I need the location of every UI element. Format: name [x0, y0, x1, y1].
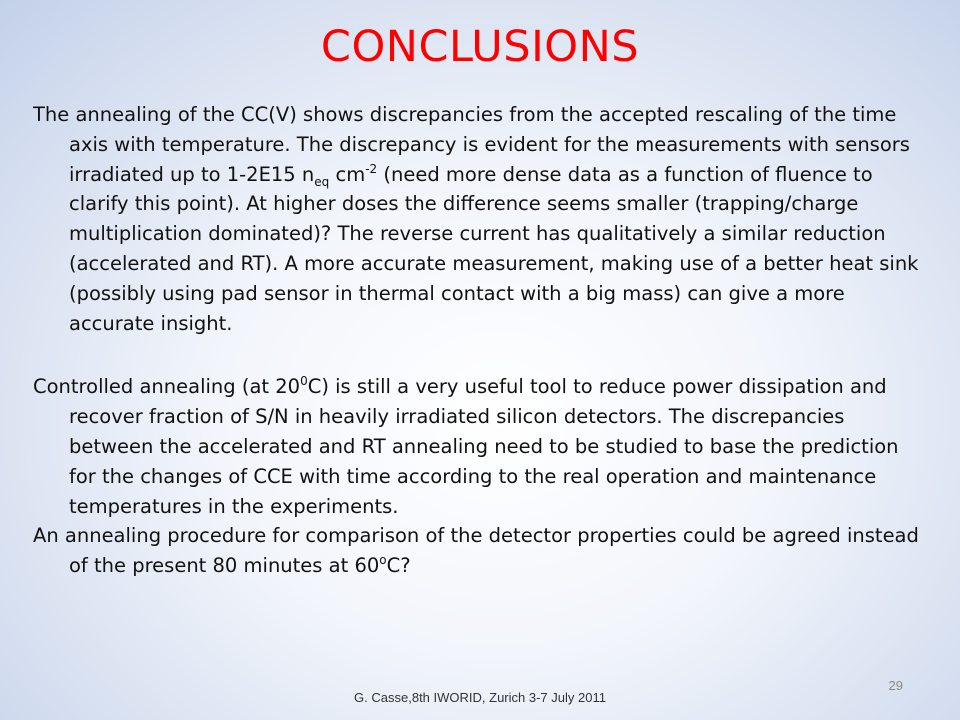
paragraph-annealing-discrepancy	[33, 100, 927, 338]
superscript: -2	[365, 161, 378, 176]
superscript: o	[379, 553, 387, 568]
paragraph-text: Controlled annealing (at 20	[33, 375, 301, 399]
superscript: 0	[300, 374, 308, 389]
paragraph-text: C?	[386, 554, 411, 578]
paragraph-text: An annealing procedure for comparison of the detector properties could be agreed instead of the present 80 minutes at 60	[33, 524, 919, 578]
paragraph-annealing-procedure	[33, 521, 927, 581]
paragraph-text: (need more dense data as a function of fluence to clarify this point). At higher doses the difference seems smaller (trapping/charge multiplication dominated)? The reverse current has qualitatively a similar reduction (accelerated and RT). A more accurate measurement, making use of a better heat sink (possibly using pad sensor in thermal contact with a big mass) can give a more accurate insight.	[69, 162, 919, 335]
slide-title: CONCLUSIONS	[320, 22, 640, 72]
footer: G. Casse,8th IWORID, Zurich 3-7 July 2011	[354, 690, 606, 705]
paragraph-text: C) is still a very useful tool to reduce power dissipation and recover fraction of S/N in heavily irradiated silicon detectors. The discrepancies between the accelerated and RT annealing need to be studied to base the prediction for the changes of CCE with time according to the real operation and maintenance temperatures in the experiments.	[69, 375, 899, 518]
subscript: eq	[314, 174, 330, 189]
paragraph-text: cm	[329, 162, 366, 186]
paragraph-text: The annealing of the CC(V) shows discrepancies from the accepted rescaling of the time axis with temperature. The discrepancy is evident for the measurements with sensors irradiated up to 1-2E15 n	[33, 103, 910, 186]
slide-body	[33, 100, 927, 581]
paragraph-controlled-annealing	[33, 372, 927, 521]
page-number: 29	[888, 678, 903, 693]
